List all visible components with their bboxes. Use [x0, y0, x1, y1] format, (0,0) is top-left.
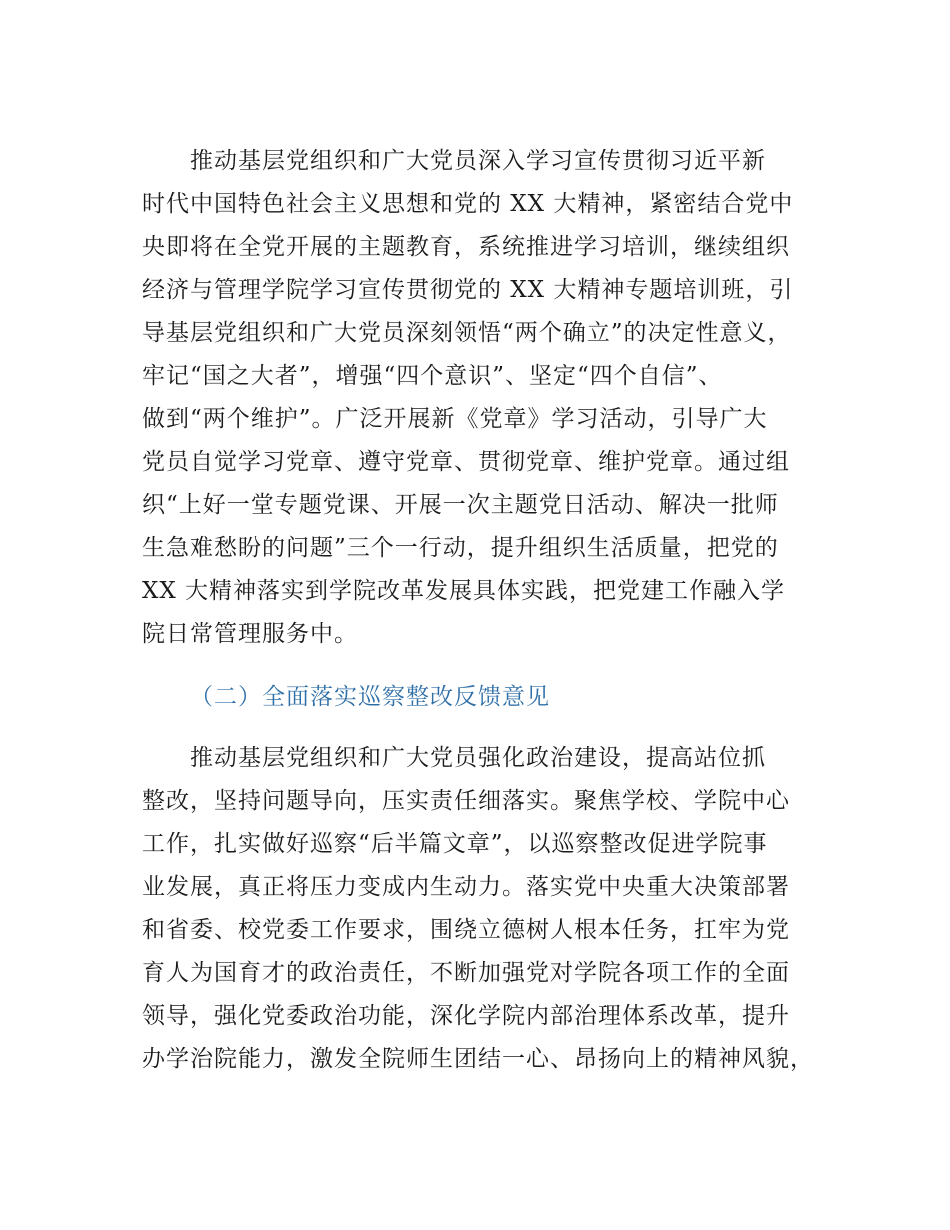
paragraph-line: 导基层党组织和广大党员深刻领悟“两个确立”的决定性意义，	[142, 320, 792, 346]
paragraph-line: 领导，强化党委政治功能，深化学院内部治理体系改革，提升	[142, 1003, 790, 1029]
paragraph-line: 推动基层党组织和广大党员强化政治建设，提高站位抓	[190, 745, 766, 771]
body-paragraph-1	[142, 140, 832, 656]
paragraph-line: 央即将在全党开展的主题教育，系统推进学习培训，继续组织	[142, 234, 790, 260]
section-heading: （二）全面落实巡察整改反馈意见	[190, 684, 550, 710]
paragraph-line: 院日常管理服务中。	[142, 621, 358, 647]
paragraph-line: 做到“两个维护”。广泛开展新《党章》学习活动，引导广大	[142, 406, 768, 432]
body-paragraph-2	[142, 737, 832, 1081]
paragraph-line: 推动基层党组织和广大党员深入学习宣传贯彻习近平新	[190, 148, 766, 174]
paragraph-line: 育人为国育才的政治责任，不断加强党对学院各项工作的全面	[142, 960, 790, 986]
paragraph-line: 办学治院能力，激发全院师生团结一心、昂扬向上的精神风貌，	[142, 1046, 814, 1072]
paragraph-line: 工作，扎实做好巡察“后半篇文章”，以巡察整改促进学院事	[142, 831, 768, 857]
paragraph-line: 党员自觉学习党章、遵守党章、贯彻党章、维护党章。通过组	[142, 449, 790, 475]
paragraph-line: XX 大精神落实到学院改革发展具体实践，把党建工作融入学	[142, 578, 786, 604]
paragraph-line: 业发展，真正将压力变成内生动力。落实党中央重大决策部署	[142, 874, 790, 900]
paragraph-line: 生急难愁盼的问题”三个一行动，提升组织生活质量，把党的	[142, 535, 779, 561]
paragraph-line: 织“上好一堂专题党课、开展一次主题党日活动、解决一批师	[142, 492, 779, 518]
paragraph-line: 牢记“国之大者”，增强“四个意识”、坚定“四个自信”、	[142, 363, 723, 389]
paragraph-line: 和省委、校党委工作要求，围绕立德树人根本任务，扛牢为党	[142, 917, 790, 943]
paragraph-line: 经济与管理学院学习宣传贯彻党的 XX 大精神专题培训班，引	[142, 277, 794, 303]
paragraph-line: 整改，坚持问题导向，压实责任细落实。聚焦学校、学院中心	[142, 788, 790, 814]
paragraph-line: 时代中国特色社会主义思想和党的 XX 大精神，紧密结合党中	[142, 191, 794, 217]
